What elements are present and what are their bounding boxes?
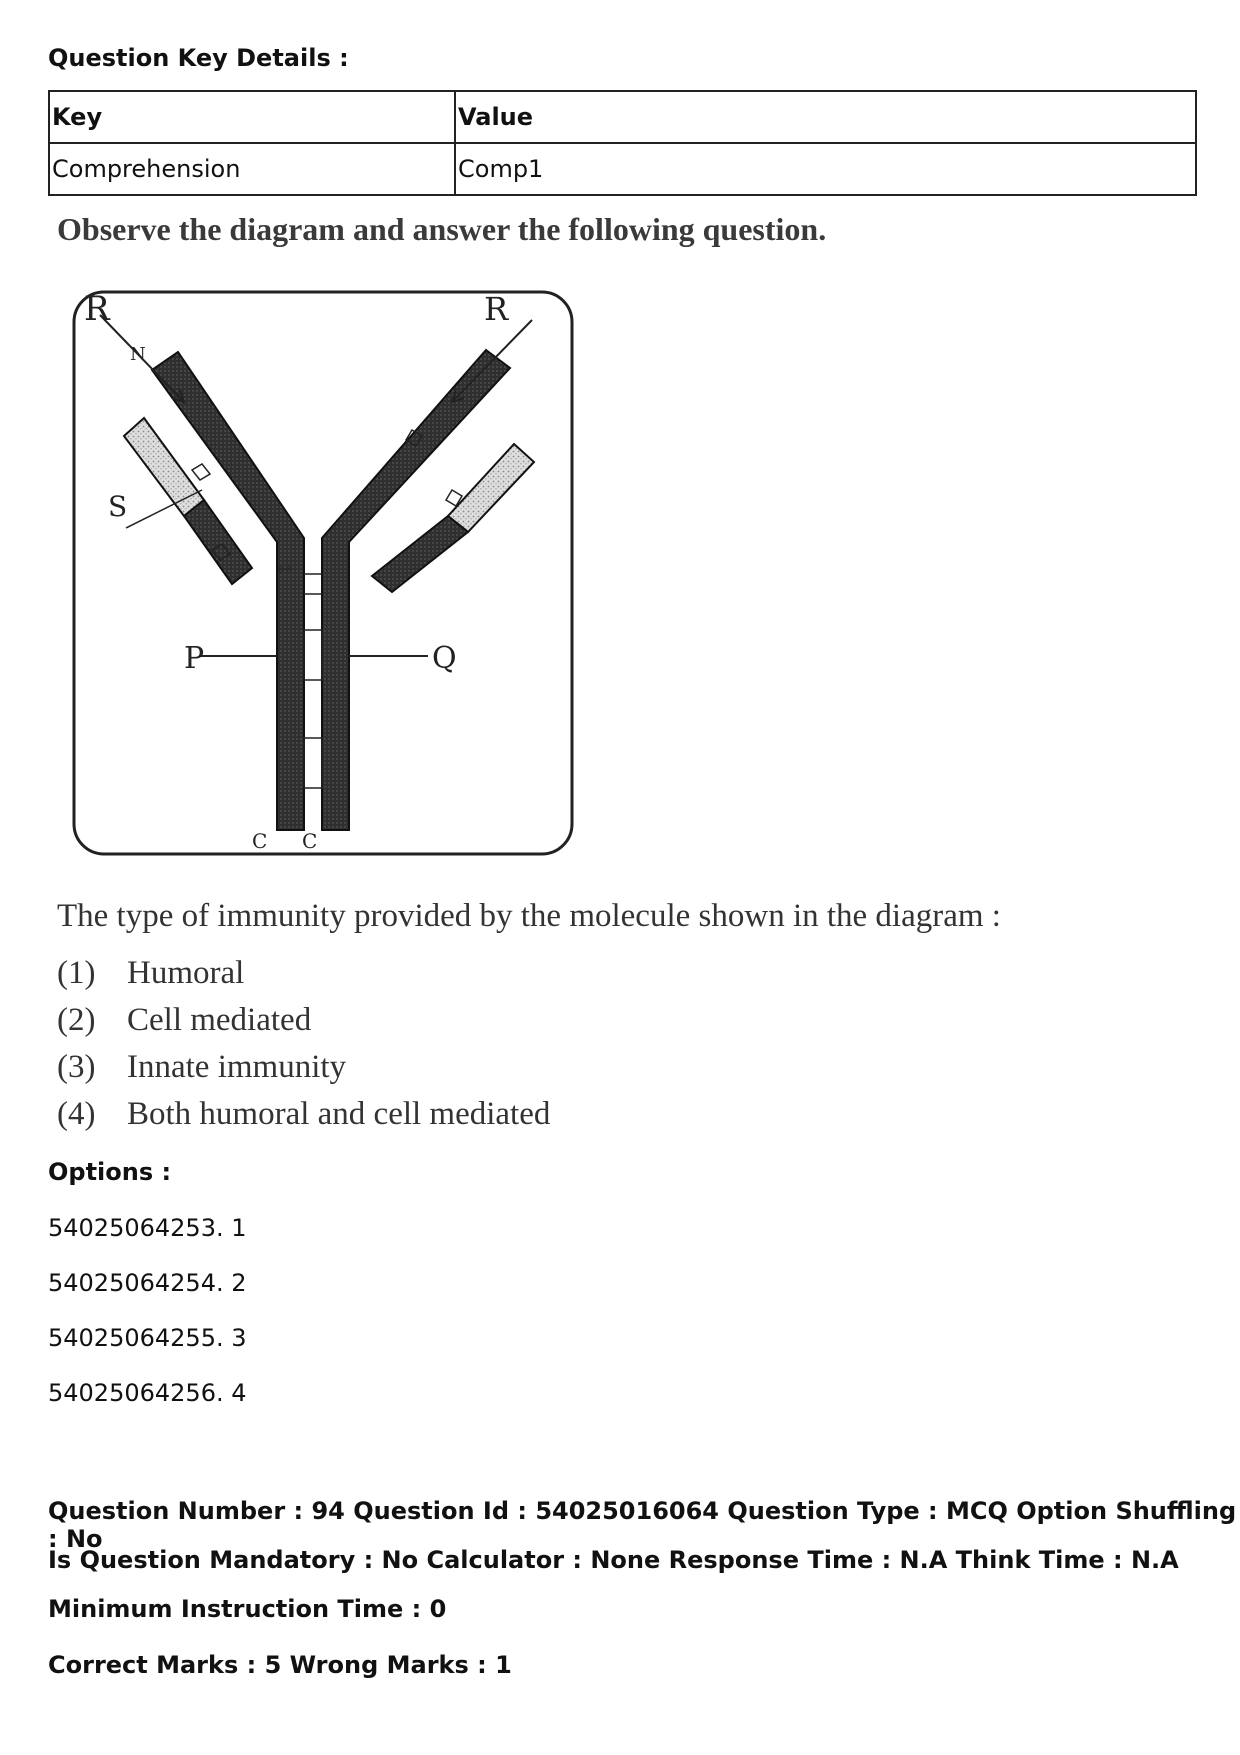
option-item: 54025064254. 2: [48, 1269, 247, 1297]
option-item: 54025064255. 3: [48, 1324, 247, 1352]
question-meta-line-1: Question Number : 94 Question Id : 54025016064 Question Type : MCQ Option Shuffling : No: [48, 1497, 1237, 1553]
choice-text: Cell mediated: [127, 1002, 312, 1038]
options-list: [48, 1213, 247, 1433]
question-text: The type of immunity provided by the molecule shown in the diagram :: [57, 898, 1001, 934]
question-marks: Correct Marks : 5 Wrong Marks : 1: [48, 1651, 512, 1679]
options-heading: Options :: [48, 1158, 172, 1186]
list-item: [57, 997, 550, 1044]
choice-number: (4): [57, 1096, 96, 1132]
list-item: [57, 1091, 550, 1138]
list-item: [57, 1044, 550, 1091]
list-item: [57, 950, 550, 997]
choice-text: Innate immunity: [127, 1049, 347, 1085]
question-key-heading: Question Key Details :: [48, 44, 349, 72]
label-ss: s-s: [278, 564, 292, 575]
choice-number: (1): [57, 955, 96, 991]
row-key-cell: Comprehension: [49, 143, 455, 195]
question-key-table: [48, 90, 1197, 196]
option-item: 54025064256. 4: [48, 1379, 247, 1407]
choice-number: (3): [57, 1049, 96, 1085]
row-value-cell: Comp1: [455, 143, 1196, 195]
value-column-header: Value: [455, 91, 1196, 143]
antibody-diagram: [72, 290, 574, 856]
instruction-text: Observe the diagram and answer the following question.: [57, 211, 827, 247]
label-s: S: [108, 490, 128, 523]
label-p: P: [184, 641, 205, 676]
choice-number: (2): [57, 1002, 96, 1038]
question-meta-line-2: Is Question Mandatory : No Calculator : None Response Time : N.A Think Time : N.A: [48, 1546, 1179, 1574]
label-q: Q: [432, 641, 457, 676]
answer-choices: [57, 950, 550, 1138]
label-r-right: R: [484, 290, 509, 328]
table-header-row: [49, 91, 1196, 143]
choice-text: Both humoral and cell mediated: [127, 1096, 551, 1132]
choice-text: Humoral: [127, 955, 245, 991]
question-meta-line-3: Minimum Instruction Time : 0: [48, 1595, 447, 1623]
label-n: N: [130, 344, 146, 365]
label-r-left: R: [84, 290, 110, 329]
option-item: 54025064253. 1: [48, 1214, 247, 1242]
label-c-right: C: [302, 829, 318, 853]
label-c-left: C: [252, 829, 268, 853]
table-row: [49, 143, 1196, 195]
key-column-header: Key: [49, 91, 455, 143]
